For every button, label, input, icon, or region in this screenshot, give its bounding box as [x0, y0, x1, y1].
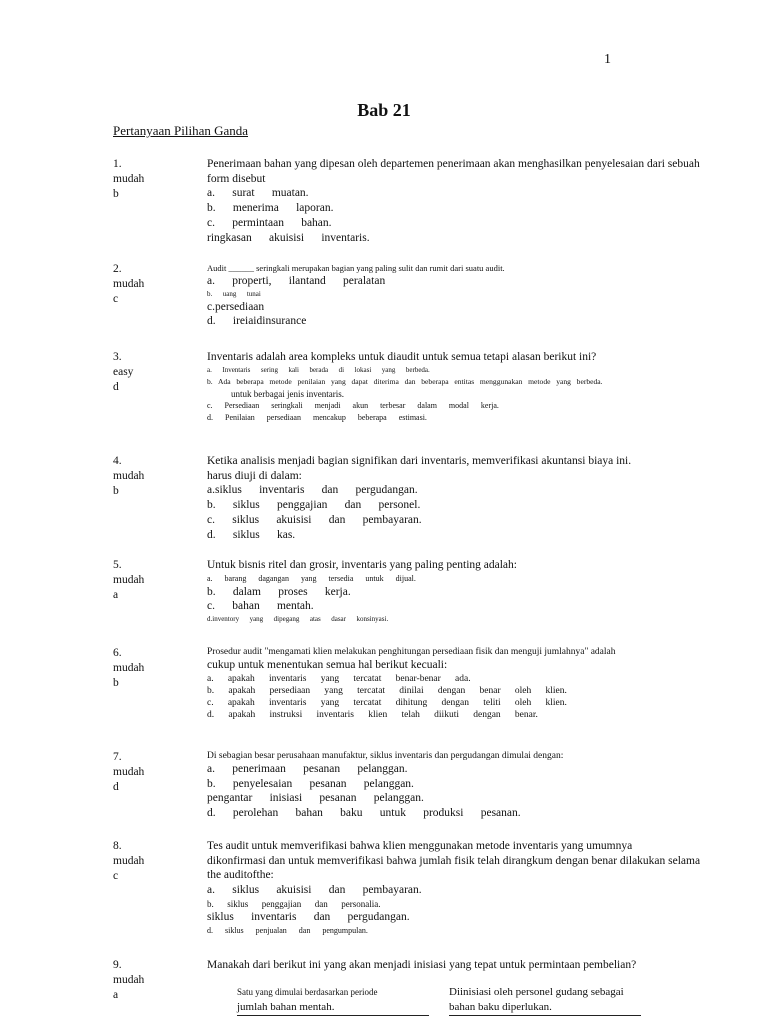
- option-c: c. Persediaan seringkali menjadi akun terbesar dalam modal kerja.: [207, 400, 499, 410]
- option-a: a. barang dagangan yang tersedia untuk dijual.: [207, 573, 416, 583]
- answer-key: b: [113, 485, 119, 497]
- option-d: d. siklus kas.: [207, 528, 296, 541]
- box-text: Diinisiasi oleh personel gudang sebagai: [449, 986, 624, 998]
- difficulty-level: mudah: [113, 855, 145, 867]
- question-stem-cont: cukup untuk menentukan semua hal berikut kecuali:: [207, 659, 448, 671]
- box-text: jumlah bahan mentah.: [237, 1001, 335, 1013]
- question-stem: Ketika analisis menjadi bagian signifikan dari inventaris, memverifikasi akuntansi biaya ini.: [207, 455, 632, 467]
- question-stem: Di sebagian besar perusahaan manufaktur, siklus inventaris dan pergudangan dimulai dengan:: [207, 751, 564, 761]
- option-a: a. Inventaris sering kali berada di lokasi yang berbeda.: [207, 365, 430, 374]
- option-b: b. uang tunai: [207, 289, 261, 298]
- option-b: b. menerima laporan.: [207, 202, 334, 215]
- question-number: 3.: [113, 351, 122, 363]
- question-stem-cont: dikonfirmasi dan untuk memverifikasi bahwa jumlah fisik telah dirangkum dengan benar dilakukan selama: [207, 854, 701, 867]
- option-d: d. siklus penjualan dan pengumpulan.: [207, 925, 368, 935]
- option-c: c. permintaan bahan.: [207, 216, 332, 229]
- question-stem-cont: the auditofthe:: [207, 869, 274, 882]
- box-text: Satu yang dimulai berdasarkan periode: [237, 987, 378, 997]
- question-stem: Untuk bisnis ritel dan grosir, inventaris yang paling penting adalah:: [207, 559, 517, 571]
- option-d: ringkasan akuisisi inventaris.: [207, 231, 370, 244]
- section-title: Pertanyaan Pilihan Ganda: [113, 123, 249, 138]
- option-b-cont: untuk berbagai jenis inventaris.: [231, 388, 344, 399]
- option-a: a.siklus inventaris dan pergudangan.: [207, 484, 418, 497]
- question-number: 4.: [113, 455, 122, 467]
- difficulty-level: mudah: [113, 574, 145, 586]
- question-number: 6.: [113, 647, 122, 659]
- option-c: c. bahan mentah.: [207, 600, 314, 613]
- question-number: 8.: [113, 840, 122, 852]
- question-stem: Tes audit untuk memverifikasi bahwa klien menggunakan metode inventaris yang umumnya: [207, 840, 633, 852]
- option-c: c. apakah inventaris yang tercatat dihitung dengan teliti oleh klien.: [207, 697, 567, 708]
- answer-key: b: [113, 188, 119, 200]
- answer-key: d: [113, 381, 119, 393]
- option-b: b. siklus penggajian dan personel.: [207, 499, 421, 512]
- difficulty-level: easy: [113, 366, 134, 378]
- answer-key: b: [113, 677, 119, 689]
- question-number: 1.: [113, 158, 122, 170]
- option-b: b. Ada beberapa metode penilaian yang dapat diterima dan beberapa entitas menggunakan metode yang berbeda.: [207, 376, 603, 386]
- difficulty-level: mudah: [113, 173, 145, 185]
- option-a: a. properti, ilantand peralatan: [207, 275, 386, 287]
- option-c: c.persediaan: [207, 300, 265, 313]
- question-stem: Audit ______ seringkali merupakan bagian yang paling sulit dan rumit dari suatu audit.: [207, 263, 505, 273]
- difficulty-level: mudah: [113, 662, 145, 674]
- option-c: pengantar inisiasi pesanan pelanggan.: [207, 792, 424, 805]
- answer-key: c: [113, 870, 119, 882]
- option-a: a. siklus akuisisi dan pembayaran.: [207, 884, 422, 897]
- option-d: d. Penilaian persediaan mencakup beberapa estimasi.: [207, 412, 427, 422]
- chapter-title: Bab 21: [357, 100, 411, 120]
- option-a: a. penerimaan pesanan pelanggan.: [207, 763, 408, 775]
- question-number: 7.: [113, 751, 122, 763]
- option-box-left: [237, 985, 429, 1016]
- option-box-right: [449, 985, 641, 1016]
- difficulty-level: mudah: [113, 278, 145, 290]
- option-b: b. siklus penggajian dan personalia.: [207, 898, 381, 909]
- question-number: 5.: [113, 559, 122, 571]
- page-number: 1: [604, 52, 611, 67]
- difficulty-level: mudah: [113, 974, 145, 986]
- box-text: bahan baku diperlukan.: [449, 1001, 552, 1013]
- answer-key: c: [113, 293, 119, 305]
- question-stem-cont: form disebut: [207, 172, 266, 185]
- option-a: a. surat muatan.: [207, 187, 309, 200]
- question-stem: Manakah dari berikut ini yang akan menjadi inisiasi yang tepat untuk permintaan pembelian?: [207, 959, 637, 971]
- question-number: 9.: [113, 959, 122, 971]
- option-b: b. dalam proses kerja.: [207, 585, 351, 598]
- answer-key: a: [113, 989, 119, 1001]
- question-stem: Prosedur audit "mengamati klien melakukan penghitungan persediaan fisik dan menguji jumlahnya" adalah: [207, 647, 616, 657]
- option-c: c. siklus akuisisi dan pembayaran.: [207, 513, 422, 526]
- option-b: b. penyelesaian pesanan pelanggan.: [207, 777, 414, 790]
- question-stem: Inventaris adalah area kompleks untuk diaudit untuk semua tetapi alasan berikut ini?: [207, 351, 597, 363]
- question-stem: Penerimaan bahan yang dipesan oleh departemen penerimaan akan menghasilkan penyelesaian dari sebuah: [207, 158, 700, 170]
- answer-key: a: [113, 589, 119, 601]
- answer-key: d: [113, 781, 119, 793]
- question-number: 2.: [113, 263, 122, 275]
- option-d: d. apakah instruksi inventaris klien telah diikuti dengan benar.: [207, 709, 538, 720]
- option-d: d.inventory yang dipegang atas dasar konsinyasi.: [207, 615, 389, 624]
- option-c: siklus inventaris dan pergudangan.: [207, 910, 410, 923]
- option-b: b. apakah persediaan yang tercatat dinilai dengan benar oleh klien.: [207, 685, 567, 696]
- question-stem-cont: harus diuji di dalam:: [207, 469, 302, 482]
- difficulty-level: mudah: [113, 766, 145, 778]
- difficulty-level: mudah: [113, 470, 145, 482]
- option-a: a. apakah inventaris yang tercatat benar-benar ada.: [207, 673, 471, 684]
- option-d: d. ireiaidinsurance: [207, 315, 307, 328]
- option-d: d. perolehan bahan baku untuk produksi pesanan.: [207, 807, 521, 820]
